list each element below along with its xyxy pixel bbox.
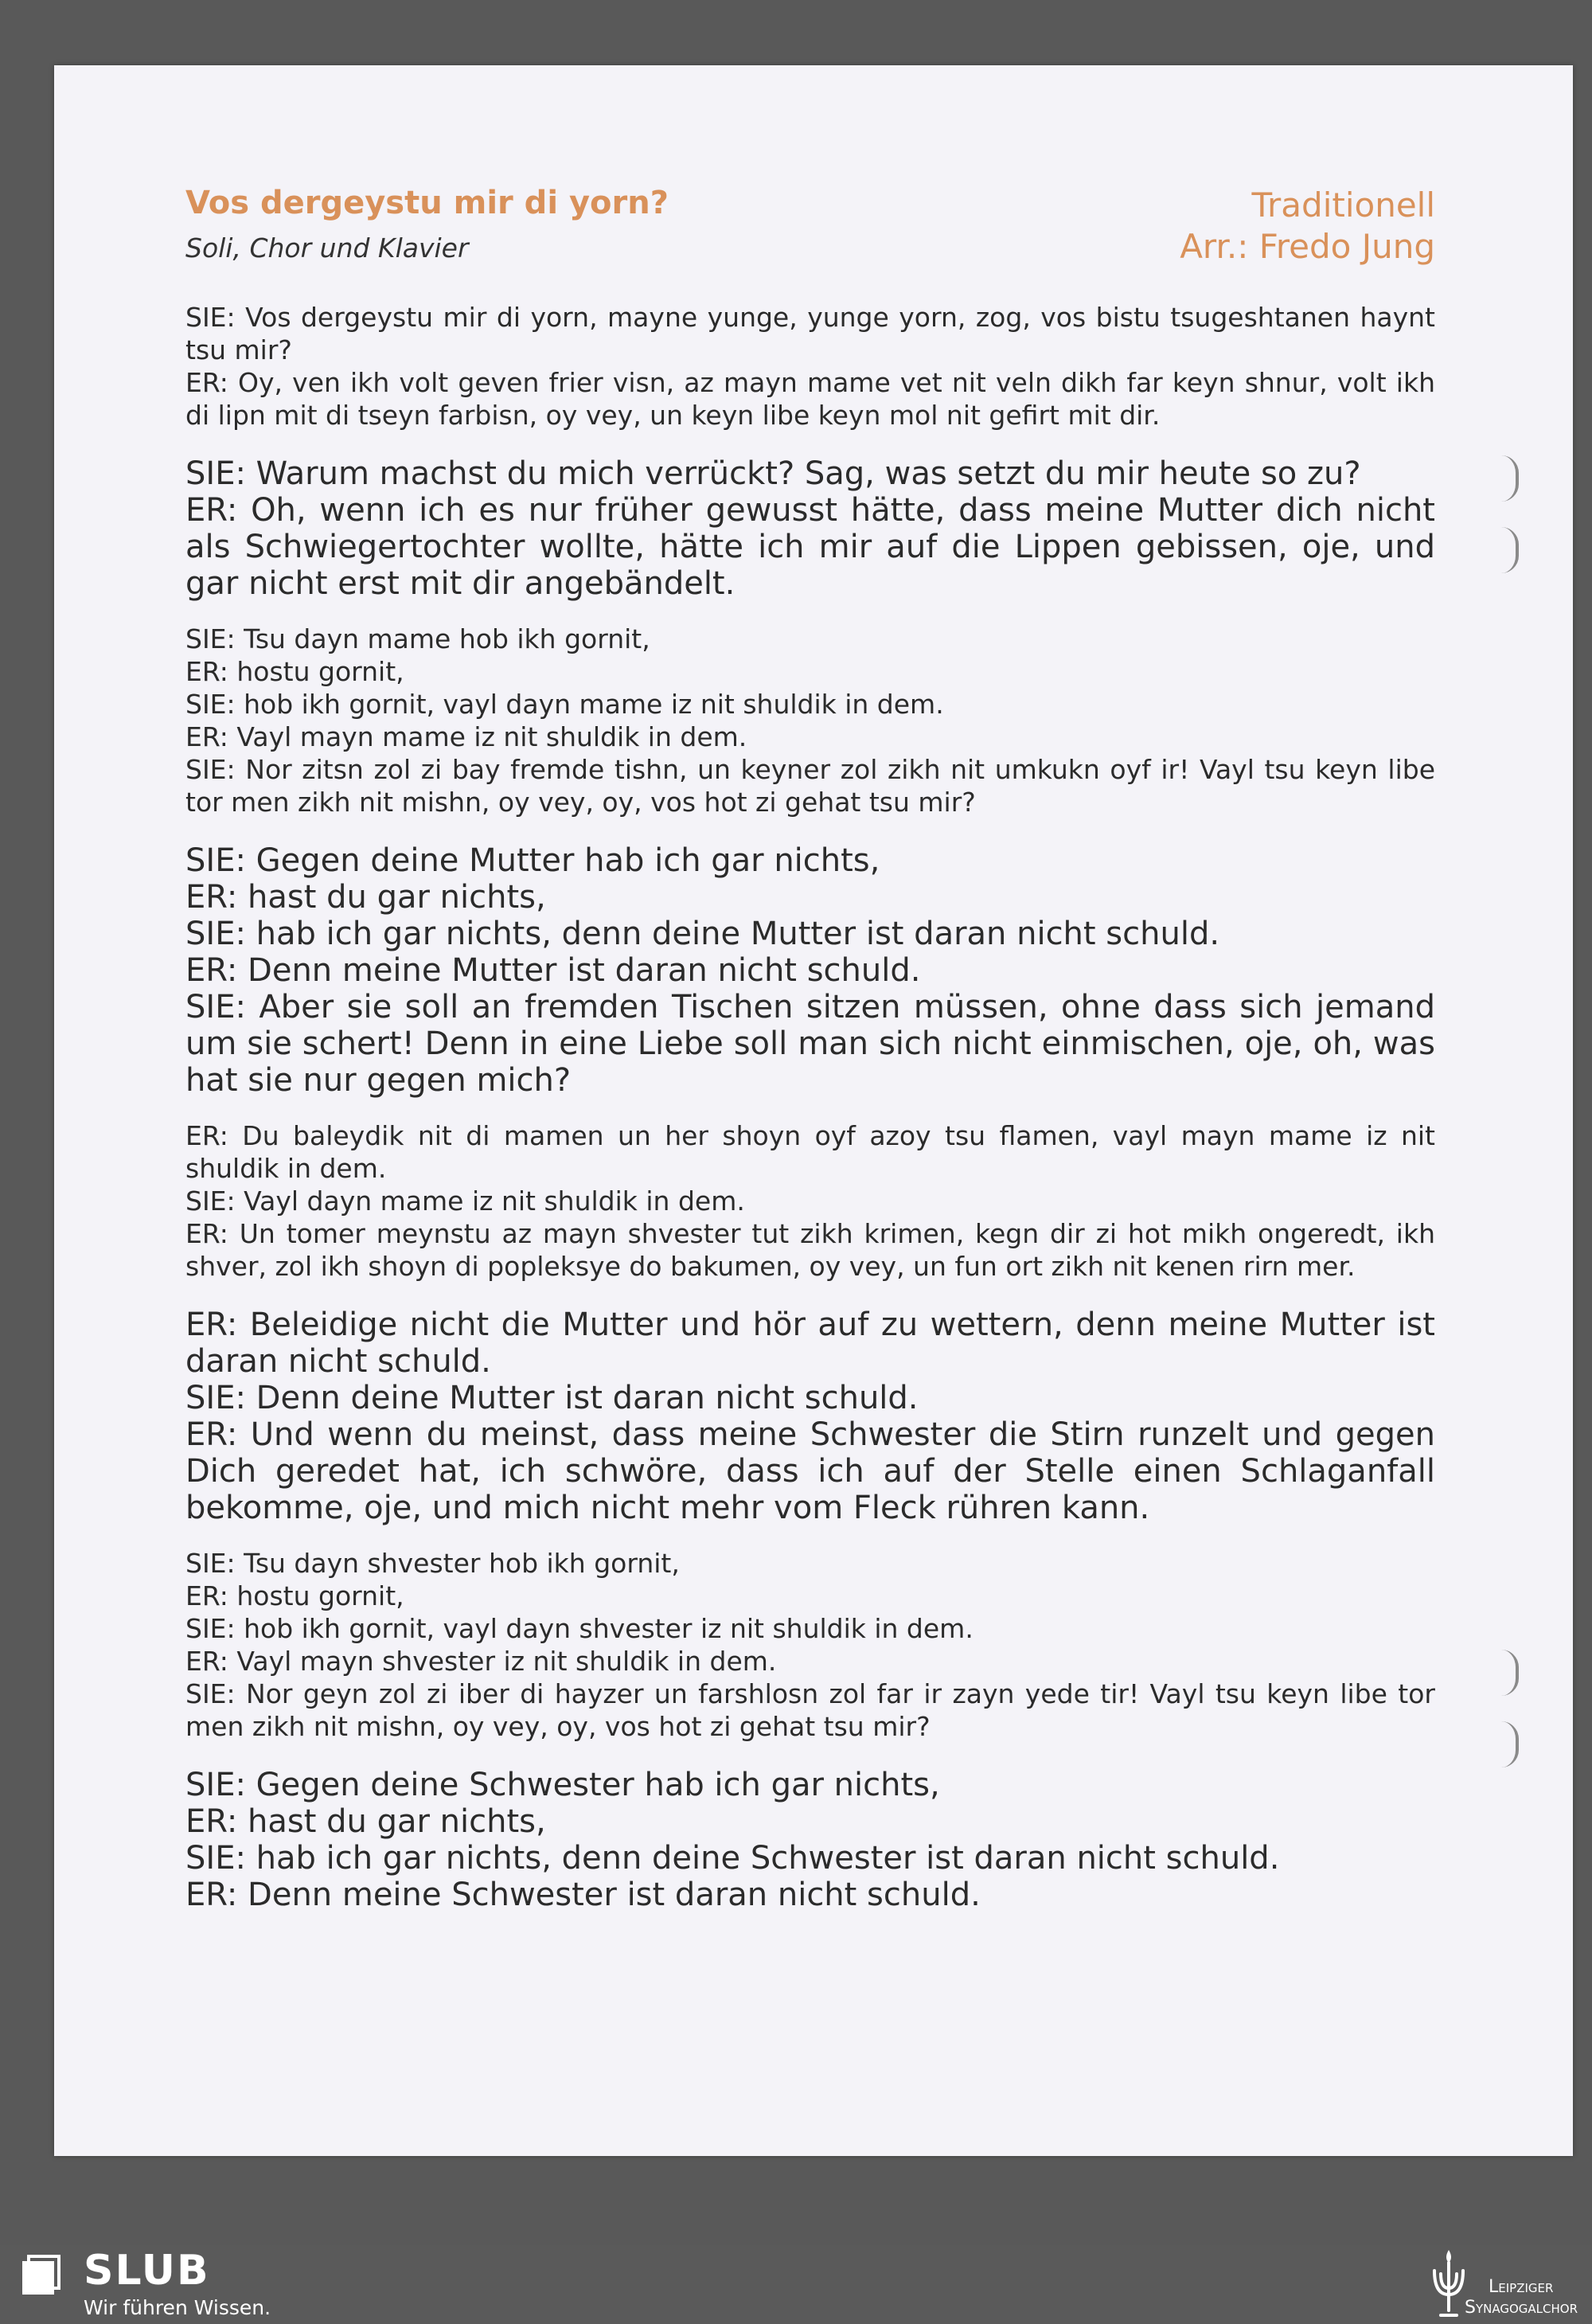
lyric-line: ER: hast du gar nichts, [185, 879, 546, 916]
lyric-line: SIE: hob ikh gornit, vayl dayn shvester iz nit shuldik in dem. [185, 1613, 974, 1644]
lyric-line: ER: Beleidige nicht die Mutter und hör auf zu wettern, denn meine Mutter ist daran nicht schuld. [185, 1307, 1435, 1380]
document-page [54, 65, 1573, 2156]
german-stanza [185, 455, 1435, 602]
yiddish-stanza [185, 301, 1435, 432]
lyric-line: ER: Du baleydik nit di mamen un her shoyn oyf azoy tsu flamen, vayl mayn mame iz nit shuldik in dem. [185, 1120, 1435, 1184]
lyric-line: SIE: Tsu dayn shvester hob ikh gornit, [185, 1548, 680, 1579]
lyric-line: ER: Oy, ven ikh volt geven frier visn, az mayn mame vet nit veln dikh far keyn shnur, volt ikh di lipn mit di tseyn farbisn, oy vey, un keyn libe keyn mol nit gefirt mit dir. [185, 367, 1435, 431]
lyric-line: SIE: hab ich gar nichts, denn deine Mutter ist daran nicht schuld. [185, 916, 1220, 952]
yiddish-stanza [185, 1119, 1435, 1283]
lyric-line: ER: Oh, wenn ich es nur früher gewusst hätte, dass meine Mutter dich nicht als Schwiegertochter wollte, hätte ich mir auf die Lippen gebissen, oje, und gar nicht erst mit dir angebändelt. [185, 492, 1435, 602]
german-stanza [185, 1767, 1435, 1913]
library-tagline: Wir führen Wissen. [84, 2296, 271, 2319]
lyric-line: SIE: Tsu dayn mame hob ikh gornit, [185, 623, 650, 654]
german-stanza [185, 1307, 1435, 1526]
choir-name-line1: Leipziger [1489, 2277, 1554, 2297]
lyric-line: ER: Vayl mayn mame iz nit shuldik in dem. [185, 721, 747, 752]
song-header [185, 185, 1435, 280]
binding-hole-mark [1501, 527, 1519, 573]
binding-hole-mark [1501, 1721, 1519, 1767]
yiddish-stanza [185, 623, 1435, 818]
lyric-line: SIE: hab ich gar nichts, denn deine Schwester ist daran nicht schuld. [185, 1840, 1280, 1877]
binding-hole-mark [1501, 455, 1519, 502]
song-subtitle: Soli, Chor und Klavier [185, 232, 469, 264]
lyric-line: SIE: Vos dergeystu mir di yorn, mayne yunge, yunge yorn, zog, vos bistu tsugeshtanen haynt tsu mir? [185, 302, 1435, 365]
lyrics-blocks [185, 301, 1435, 1913]
lyric-line: SIE: Nor geyn zol zi iber di hayzer un farshlosn zol far ir zayn yede tir! Vayl tsu keyn libe tor men zikh nit mishn, oy vey, oy, vos hot zi gehat tsu mir? [185, 1678, 1435, 1742]
german-stanza [185, 842, 1435, 1099]
library-name: SLUB [84, 2247, 210, 2295]
lyric-line: ER: Denn meine Mutter ist daran nicht schuld. [185, 952, 921, 989]
lyric-line: SIE: Aber sie soll an fremden Tischen sitzen müssen, ohne dass sich jemand um sie schert! Denn in eine Liebe soll man sich nicht einmischen, oje, oh, was hat sie nur gegen mich? [185, 989, 1435, 1099]
lyric-line: SIE: Vayl dayn mame iz nit shuldik in dem. [185, 1185, 745, 1217]
song-credits [1180, 185, 1435, 268]
song-origin: Traditionell [1251, 186, 1435, 225]
yiddish-stanza [185, 1547, 1435, 1743]
lyric-line: ER: Vayl mayn shvester iz nit shuldik in dem. [185, 1646, 777, 1677]
lyric-line: SIE: Nor zitsn zol zi bay fremde tishn, un keyner zol zikh nit umkukn oyf ir! Vayl tsu keyn libe tor men zikh nit mishn, oy vey, oy, vos hot zi gehat tsu mir? [185, 754, 1435, 818]
lyric-line: ER: hostu gornit, [185, 656, 404, 687]
binding-hole-mark [1501, 1650, 1519, 1696]
choir-name-line2: Synagogalchor [1465, 2298, 1578, 2318]
lyric-line: ER: Und wenn du meinst, dass meine Schwester die Stirn runzelt und gegen Dich geredet hat, ich schwöre, dass ich auf der Stelle einen Schlaganfall bekomme, oje, und mich nicht mehr vom Fleck rühren kann. [185, 1416, 1435, 1526]
slub-book-icon [18, 2253, 64, 2299]
lyric-line: ER: hostu gornit, [185, 1580, 404, 1611]
lyric-line: SIE: Warum machst du mich verrückt? Sag, was setzt du mir heute so zu? [185, 455, 1361, 492]
lyric-line: ER: hast du gar nichts, [185, 1803, 546, 1840]
lyric-line: SIE: Gegen deine Schwester hab ich gar nichts, [185, 1767, 940, 1803]
lyric-line: ER: Un tomer meynstu az mayn shvester tut zikh krimen, kegn dir zi hot mikh ongeredt, ikh shver, zol ikh shoyn di popleksye do bakumen, oy vey, un fun ort zikh nit kenen rirn mer. [185, 1218, 1435, 1282]
song-arranger: Arr.: Fredo Jung [1180, 227, 1435, 266]
lyric-line: ER: Denn meine Schwester ist daran nicht schuld. [185, 1877, 981, 1913]
song-title: Vos dergeystu mir di yorn? [185, 185, 669, 221]
lyric-line: SIE: hob ikh gornit, vayl dayn mame iz nit shuldik in dem. [185, 689, 944, 720]
song-content [185, 185, 1435, 1913]
lyric-line: SIE: Denn deine Mutter ist daran nicht schuld. [185, 1380, 919, 1416]
lyric-line: SIE: Gegen deine Mutter hab ich gar nichts, [185, 842, 880, 879]
